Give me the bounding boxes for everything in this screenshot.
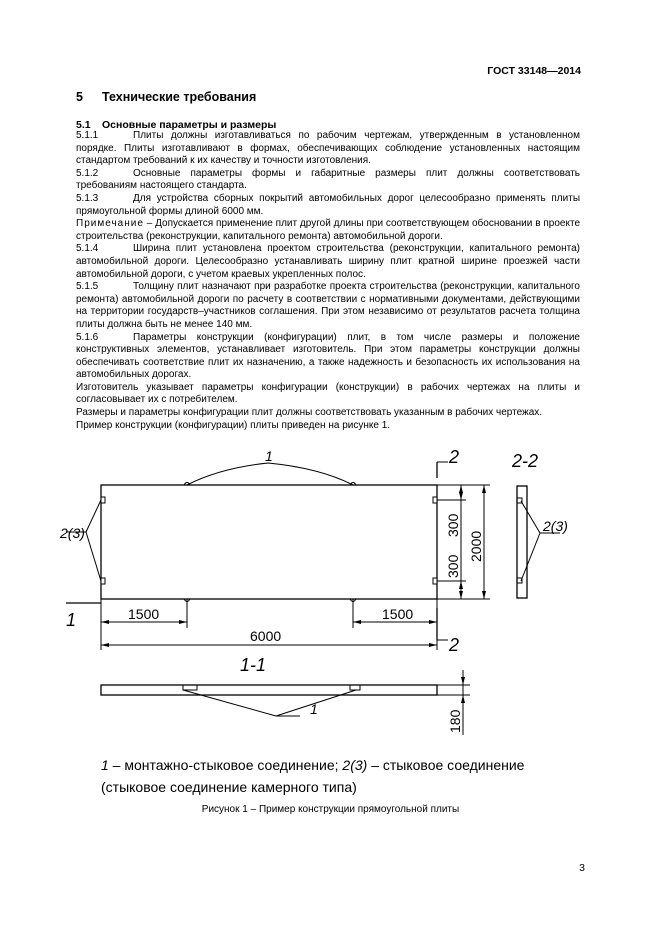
paragraph-manufacturer: Изготовитель указывает параметры конфигурации (конструкции) в рабочих чертежах на плиты и согласовывает их с потребителем. bbox=[76, 381, 580, 406]
standard-number: ГОСТ 33148—2014 bbox=[487, 65, 581, 77]
section-22-title: 2-2 bbox=[512, 451, 539, 471]
label-1-top: 1 bbox=[265, 448, 273, 464]
slab-plan-outline bbox=[101, 485, 437, 599]
dim-2000: 2000 bbox=[468, 530, 484, 562]
subsection-title: Основные параметры и размеры bbox=[102, 119, 277, 131]
dim-300-top: 300 bbox=[445, 513, 461, 537]
paragraph-5-1-6: 5.1.6 Параметры конструкции (конфигурации) плит, в том числе размеры и положение конструктивных элементов, устанавливает изготовитель. При этом параметры конструкции должны обеспечивать соответствие плит их назначению, а также надежность и безопасность их использования на автомобильных дорогах. bbox=[76, 331, 580, 381]
paragraph-dimensions: Размеры и параметры конфигурации плит должны соответствовать указанным в рабочих чертежах. bbox=[76, 407, 543, 419]
section-1-mark: 1 bbox=[66, 610, 77, 630]
dim-1500-left: 1500 bbox=[128, 606, 160, 622]
section-2-top: 2 bbox=[449, 447, 460, 467]
subsection-number: 5.1 bbox=[76, 119, 91, 131]
paragraph-5-1-4: 5.1.4 Ширина плит установлена проектом строительства (реконструкции, капитального ремонта) автомобильной дороги. Целесообразно устанавливать ширину плит кратной ширине проезжей части автомобильной дороги, с учетом краевых укрепленных полос. bbox=[76, 243, 580, 280]
label-23-right: 2(3) bbox=[543, 518, 568, 534]
paragraph-5-1-1: 5.1.1 Плиты должны изготавливаться по рабочим чертежам, утвержденным в установленном порядке. Плиты изготавливают в формах, обеспечивающих соблюдение установленных настоящим стандартом требований к их качеству и точности изготовления. bbox=[76, 130, 580, 167]
section-number: 5 bbox=[76, 90, 83, 104]
dim-1500-right: 1500 bbox=[382, 606, 414, 622]
slab-drawing bbox=[0, 440, 661, 780]
note-label: Примечание bbox=[76, 218, 144, 230]
legend-line-2: (стыковое соединение камерного типа) bbox=[101, 779, 357, 795]
paragraph-5-1-5: 5.1.5 Толщину плит назначают при разработке проекта строительства (реконструкции, капитального ремонта) автомобильной дороги по расчету в соответствии с нормативными документами, действующими на территории государств–участников соглашения. При этом независимо от результатов расчета толщина плиты должна быть не менее 140 мм. bbox=[76, 281, 580, 330]
label-1-section: 1 bbox=[310, 701, 318, 717]
figure-legend bbox=[101, 754, 524, 798]
section-2-bottom: 2 bbox=[449, 635, 460, 655]
dim-180: 180 bbox=[447, 709, 463, 733]
label-23-left: 2(3) bbox=[60, 525, 85, 541]
paragraph-example: Пример конструкции (конфигурации) плиты приведен на рисунке 1. bbox=[76, 419, 391, 431]
dim-6000: 6000 bbox=[250, 628, 282, 644]
slab-long-section bbox=[101, 685, 437, 695]
dim-300-bottom: 300 bbox=[445, 554, 461, 578]
body-text bbox=[76, 130, 580, 432]
note: Примечание – Допускается применение плит другой длины при соответствующем обосновании в проекте строительства (реконструкции, капитального ремонта) автомобильной дороги. bbox=[76, 218, 580, 242]
page-number: 3 bbox=[579, 862, 585, 874]
legend-line-1: 1 – монтажно-стыковое соединение; 2(3) – стыковое соединение bbox=[101, 757, 525, 773]
section-11-title: 1-1 bbox=[240, 655, 267, 675]
paragraph-5-1-3: 5.1.3 Для устройства сборных покрытий автомобильных дорог целесообразно применять плиты прямоугольной формы длиной 6000 мм. bbox=[76, 192, 580, 217]
figure-caption: Рисунок 1 – Пример конструкции прямоугольной плиты bbox=[201, 804, 460, 815]
paragraph-5-1-2: 5.1.2 Основные параметры формы и габаритные размеры плит должны соответствовать требованиям настоящего стандарта. bbox=[76, 167, 580, 192]
section-title: Технические требования bbox=[102, 90, 257, 104]
section-heading bbox=[76, 90, 256, 104]
